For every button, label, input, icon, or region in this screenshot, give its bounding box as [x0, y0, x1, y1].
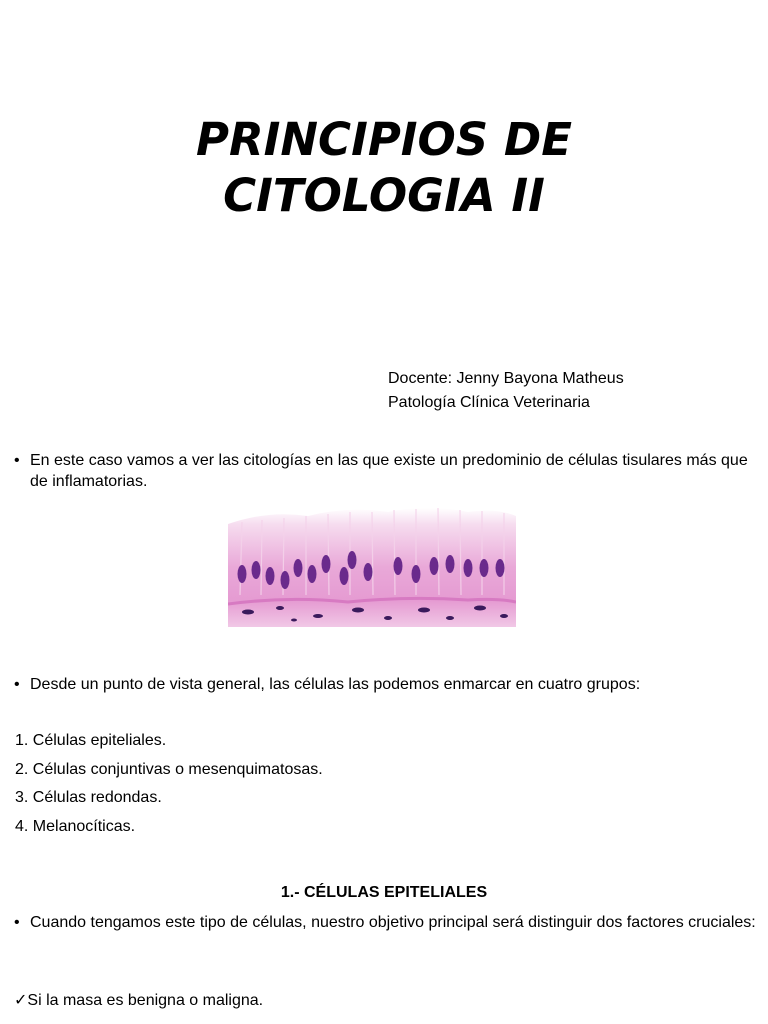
- bullet-mark: •: [14, 676, 20, 693]
- document-title: [0, 112, 768, 224]
- bullet-mark: •: [14, 914, 20, 931]
- intro-text: En este caso vamos a ver las citologías en las que existe un predominio de células tisulares más que de inflamatorias.: [30, 452, 748, 490]
- list-item: 1. Células epiteliales.: [15, 732, 167, 749]
- title-line-1: PRINCIPIOS DE: [196, 113, 572, 166]
- cell-groups-list: [15, 730, 323, 844]
- epithelial-bullet: [14, 912, 759, 933]
- groups-intro-text: Desde un punto de vista general, las células las podemos enmarcar en cuatro grupos:: [30, 676, 641, 693]
- author-block: [388, 367, 624, 415]
- groups-bullet: [14, 674, 759, 695]
- epithelial-text: Cuando tengamos este tipo de células, nuestro objetivo principal será distinguir dos factores cruciales:: [30, 914, 756, 931]
- list-item: 4. Melanocíticas.: [15, 817, 136, 835]
- list-item: 2. Células conjuntivas o mesenquimatosas.: [15, 760, 323, 778]
- epithelium-micrograph: [228, 500, 516, 627]
- intro-bullet: [14, 450, 759, 492]
- course-name: Patología Clínica Veterinaria: [388, 394, 590, 411]
- bullet-mark: •: [14, 452, 20, 469]
- list-item: 3. Células redondas.: [15, 789, 162, 806]
- teacher-name: Docente: Jenny Bayona Matheus: [388, 370, 624, 387]
- title-line-2: CITOLOGIA II: [223, 169, 545, 222]
- check-item: ✓Si la masa es benigna o maligna.: [14, 992, 264, 1009]
- section-heading: 1.- CÉLULAS EPITELIALES: [280, 884, 488, 901]
